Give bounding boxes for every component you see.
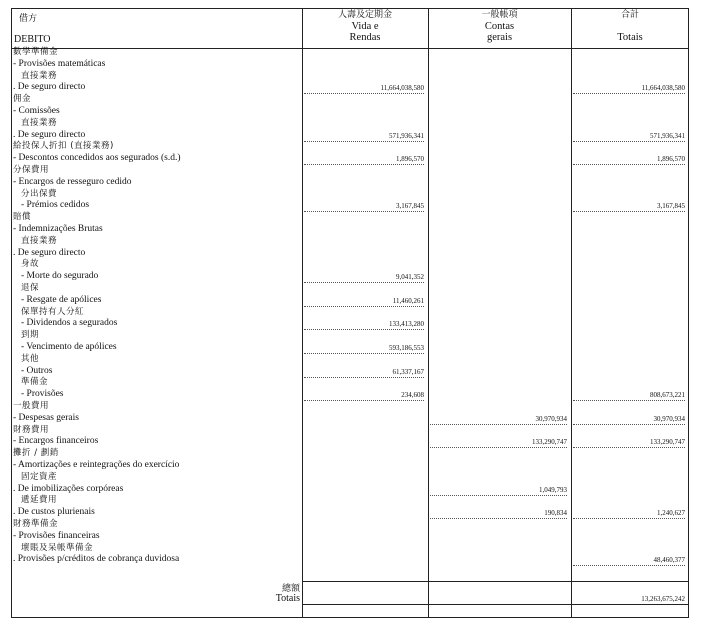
- column-header-cn: 一般帳項: [481, 10, 518, 20]
- column-header-cn: 人壽及定期金: [337, 10, 392, 20]
- cell-totais: 1,896,570: [657, 155, 685, 164]
- row-label: 保單持有人分紅: [21, 306, 85, 317]
- cell-underline: [573, 141, 685, 142]
- column-header-line: Contas: [484, 21, 515, 32]
- row-label: . De seguro directo: [13, 129, 86, 140]
- row-label: 給投保人折扣 (直接業務): [13, 141, 114, 152]
- cell-vida: 571,936,341: [389, 131, 424, 140]
- row-label: 財務準備金: [13, 519, 59, 529]
- row-label: 賠償: [13, 212, 32, 223]
- cell-vida: 593,186,553: [389, 344, 424, 352]
- row-label: 攤折 / 劃銷: [13, 448, 59, 459]
- debit-label: DEBITO: [14, 34, 51, 45]
- column-header-gerais: [428, 10, 571, 43]
- cell-totais: 808,673,221: [650, 391, 685, 400]
- row-label: . Provisões p/créditos de cobrança duvidosa: [13, 554, 180, 565]
- cell-totais: 48,460,377: [653, 556, 685, 565]
- row-label: 一般費用: [13, 401, 50, 411]
- row-label: 身故: [21, 259, 40, 270]
- row-label: - Comissões: [13, 106, 60, 116]
- row-label: . De seguro directo: [13, 82, 86, 93]
- cell-totais: 1,240,627: [657, 509, 685, 518]
- cell-vida: 133,413,280: [389, 320, 424, 329]
- cell-underline: [430, 518, 567, 519]
- debit-label-cn: 借方: [19, 14, 38, 24]
- totals-label-cn: 總額: [281, 584, 300, 594]
- column-header-line: Vida e: [351, 21, 379, 32]
- cell-gerais: 190,834: [544, 509, 567, 518]
- row-label: 數學準備金: [13, 47, 59, 57]
- cell-underline: [573, 447, 685, 448]
- cell-underline: [573, 93, 685, 94]
- cell-underline: [573, 211, 685, 212]
- row-label: - Provisões financeiras: [13, 530, 100, 541]
- row-label: - Provisões: [21, 389, 64, 400]
- column-header-line: Rendas: [349, 32, 381, 43]
- cell-underline: [304, 306, 424, 307]
- totals-value: 13,263,675,242: [641, 595, 685, 603]
- row-label: . De imobilizações corpóreas: [13, 483, 124, 494]
- column-divider: [571, 8, 572, 618]
- row-label: - Morte do segurado: [21, 271, 99, 282]
- cell-underline: [304, 164, 424, 165]
- cell-underline: [430, 424, 567, 425]
- cell-vida: 234,608: [401, 391, 424, 400]
- cell-underline: [304, 211, 424, 212]
- cell-totais: 11,664,038,580: [641, 84, 685, 93]
- row-label: 其他: [21, 353, 40, 364]
- cell-underline: [304, 282, 424, 283]
- row-label: 分保費用: [13, 165, 50, 175]
- column-header-totais: [571, 10, 689, 43]
- cell-underline: [304, 400, 424, 401]
- cell-vida: 11,664,038,580: [380, 84, 424, 93]
- cell-vida: 61,337,167: [392, 367, 424, 376]
- row-label: - Prémios cedidos: [21, 200, 90, 211]
- row-label: 直接業務: [21, 117, 58, 128]
- cell-totais: 30,970,934: [653, 414, 685, 423]
- cell-underline: [573, 518, 685, 519]
- cell-gerais: 1,049,793: [539, 485, 567, 494]
- cell-underline: [573, 400, 685, 401]
- column-divider: [428, 8, 429, 618]
- totals-divider: [302, 604, 689, 605]
- cell-underline: [430, 447, 567, 448]
- row-label: - Provisões matemáticas: [13, 58, 106, 69]
- column-header-vida: [302, 10, 428, 43]
- cell-totais: 133,290,747: [650, 438, 685, 447]
- row-label: 退保: [21, 283, 40, 293]
- row-label: 佣金: [13, 94, 32, 105]
- row-label: . De seguro directo: [13, 247, 86, 258]
- cell-underline: [304, 93, 424, 94]
- cell-vida: 3,167,845: [396, 202, 424, 211]
- cell-underline: [573, 565, 685, 566]
- cell-totais: 3,167,845: [657, 202, 685, 211]
- column-header-line: Totais: [617, 32, 643, 43]
- cell-underline: [304, 353, 424, 354]
- row-label: 分出保費: [21, 188, 58, 199]
- row-label: 遞延費用: [21, 495, 58, 506]
- row-label: 準備金: [21, 377, 49, 388]
- row-label: - Dividendos a segurados: [21, 318, 118, 329]
- cell-gerais: 133,290,747: [532, 438, 567, 447]
- cell-underline: [430, 495, 567, 496]
- row-label: 財務費用: [13, 424, 50, 435]
- row-label: . De custos plurienais: [13, 507, 95, 518]
- row-label: - Outros: [21, 365, 53, 376]
- row-label: - Resgate de apólices: [21, 294, 102, 305]
- cell-underline: [304, 377, 424, 378]
- column-header-line: gerais: [486, 32, 513, 43]
- row-label: 直接業務: [21, 70, 58, 81]
- cell-vida: 9,041,352: [396, 273, 424, 282]
- row-label: - Amortizações e reintegrações do exercício: [13, 460, 180, 470]
- cell-vida: 1,896,570: [396, 155, 424, 164]
- cell-underline: [573, 164, 685, 165]
- cell-totais: 571,936,341: [650, 131, 685, 140]
- row-label: 固定資產: [21, 471, 58, 482]
- row-label: - Despesas gerais: [13, 412, 79, 423]
- cell-underline: [573, 424, 685, 425]
- row-label: 到期: [21, 330, 40, 341]
- row-label: - Encargos de resseguro cedido: [13, 176, 132, 187]
- totals-label: Totais: [275, 593, 300, 604]
- row-label: 直接業務: [21, 235, 58, 246]
- cell-gerais: 30,970,934: [535, 414, 567, 423]
- row-label: 壞賬及呆帳準備金: [21, 542, 94, 553]
- column-header-cn: 合計: [620, 10, 639, 20]
- cell-vida: 11,460,261: [392, 296, 424, 305]
- row-label: - Vencimento de apólices: [21, 342, 117, 352]
- cell-underline: [304, 329, 424, 330]
- cell-underline: [304, 141, 424, 142]
- row-label: - Descontos concedidos aos segurados (s.d.): [13, 153, 181, 164]
- row-label: - Indemnizações Brutas: [13, 224, 103, 234]
- row-label: - Encargos financeiros: [13, 436, 99, 447]
- totals-top-divider: [302, 581, 689, 582]
